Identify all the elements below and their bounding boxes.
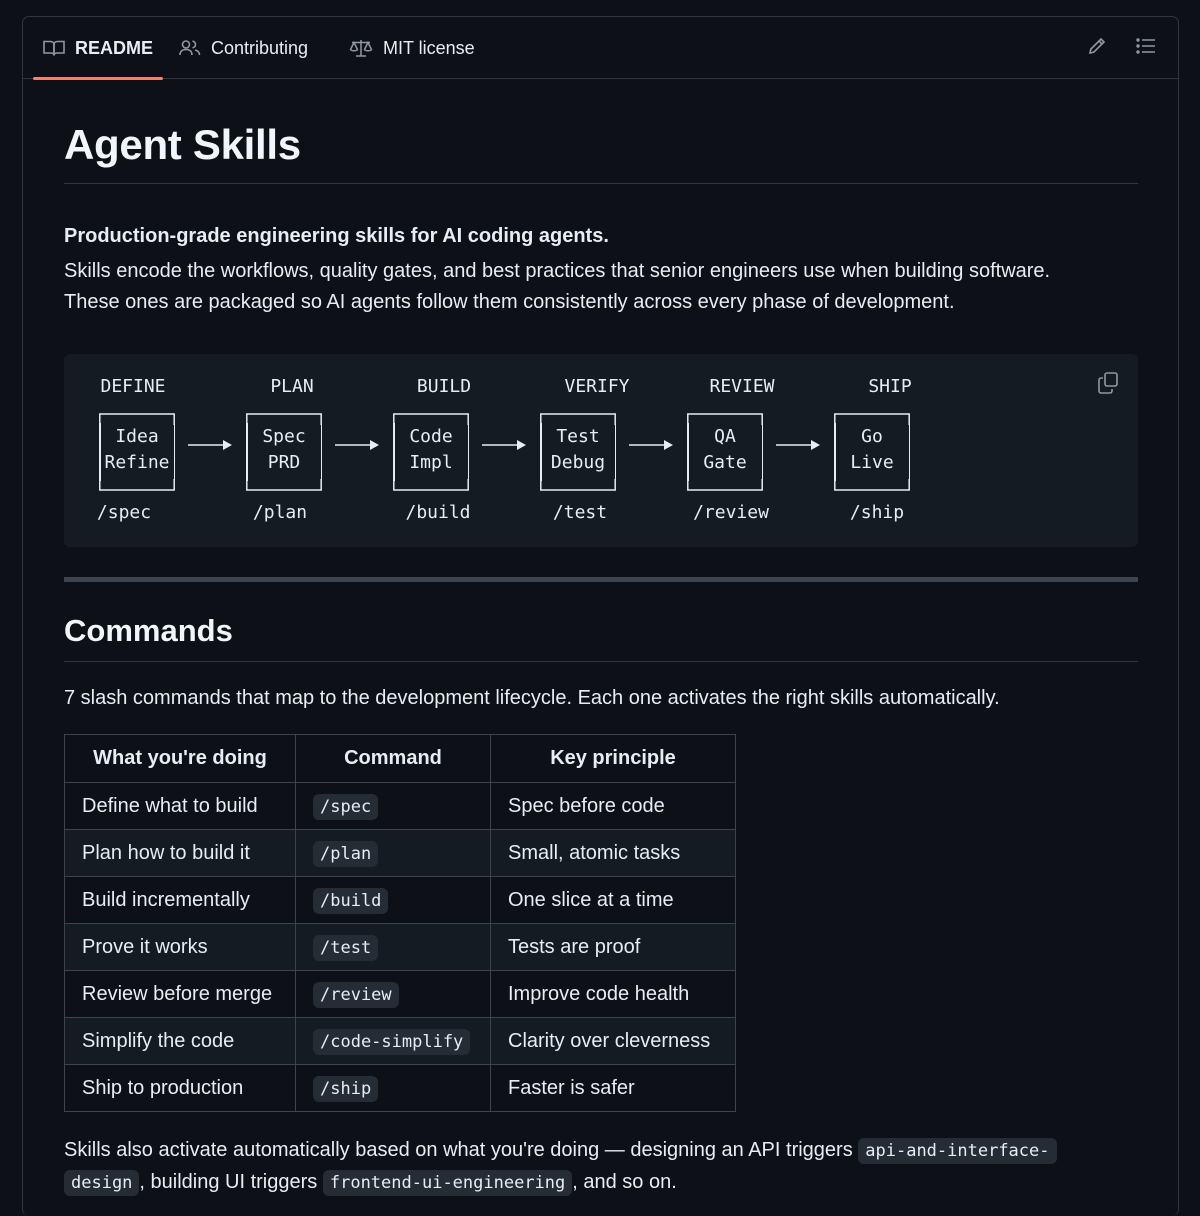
command-code: /code-simplify <box>313 1029 470 1055</box>
pipeline-arrow <box>776 438 822 456</box>
pipeline-box-line-1: Code <box>409 426 453 447</box>
pipeline-box-line-1: Spec <box>262 426 306 447</box>
pipeline-command-label: /plan <box>252 502 308 523</box>
principle-cell: Spec before code <box>491 783 736 830</box>
activity-cell: Ship to production <box>65 1065 296 1112</box>
command-code: /plan <box>313 841 378 867</box>
pipeline-box-line-1: Test <box>556 426 600 447</box>
principle-cell: Faster is safer <box>491 1065 736 1112</box>
copy-icon[interactable] <box>1098 372 1118 399</box>
pipeline-box-line-2: Debug <box>550 452 606 473</box>
pipeline-box-line-2: Gate <box>703 452 747 473</box>
pipeline-stage-label: REVIEW <box>709 376 775 397</box>
pipeline-arrow <box>629 438 675 456</box>
pipeline-stage-label: BUILD <box>416 376 472 397</box>
inline-code: design <box>64 1170 139 1196</box>
people-icon <box>179 39 201 57</box>
principle-cell: Tests are proof <box>491 924 736 971</box>
commands-heading: Commands <box>64 613 233 648</box>
activity-cell: Plan how to build it <box>65 830 296 877</box>
principle-cell: Improve code health <box>491 971 736 1018</box>
tab-readme[interactable] <box>43 17 153 79</box>
pencil-icon[interactable] <box>1087 36 1107 61</box>
pipeline-box-line-1: QA <box>714 426 736 447</box>
activity-cell: Simplify the code <box>65 1018 296 1065</box>
intro-line-1: Skills encode the workflows, quality gates, and best practices that senior engineers use when building software. <box>64 260 1051 282</box>
pipeline-box <box>99 413 175 491</box>
command-code: /test <box>313 935 378 961</box>
title-divider <box>64 183 1138 184</box>
pipeline-code-block <box>64 354 1138 547</box>
pipeline-box <box>540 413 616 491</box>
commands-intro: 7 slash commands that map to the development lifecycle. Each one activates the right skills automatically. <box>64 687 1000 709</box>
footer-text: , and so on. <box>572 1171 677 1193</box>
column-header-activity: What you're doing <box>65 735 296 783</box>
tab-label: Contributing <box>211 37 309 58</box>
table-row <box>65 783 736 830</box>
command-code: /ship <box>313 1076 378 1102</box>
pipeline-command-label: /test <box>552 502 608 523</box>
readme-panel <box>22 16 1179 1216</box>
table-row <box>65 877 736 924</box>
inline-code: api-and-interface- <box>858 1138 1056 1164</box>
pipeline-box-line-2: Live <box>850 452 894 473</box>
activity-cell: Prove it works <box>65 924 296 971</box>
table-row <box>65 924 736 971</box>
command-cell <box>296 783 491 830</box>
column-header-principle: Key principle <box>491 735 736 783</box>
footer-text: Skills also activate automatically based on what you're doing — designing an API triggers <box>64 1139 853 1161</box>
intro-paragraph <box>64 256 1050 318</box>
table-row <box>65 1065 736 1112</box>
pipeline-stage-label: VERIFY <box>564 376 630 397</box>
principle-cell: One slice at a time <box>491 877 736 924</box>
footer-text: , building UI triggers <box>139 1171 318 1193</box>
table-row <box>65 1018 736 1065</box>
tab-label: MIT license <box>383 37 475 58</box>
pipeline-command-label: /build <box>405 502 471 523</box>
command-cell <box>296 830 491 877</box>
pipeline-stage-label: PLAN <box>270 376 314 397</box>
command-cell <box>296 1065 491 1112</box>
table-header-row <box>65 735 736 783</box>
commands-heading-divider <box>64 661 1138 662</box>
table-row <box>65 971 736 1018</box>
command-cell <box>296 877 491 924</box>
law-scale-icon <box>349 39 373 57</box>
readme-tab-bar <box>23 17 1178 79</box>
pipeline-command-label: /review <box>693 502 769 523</box>
command-cell <box>296 924 491 971</box>
pipeline-arrow <box>482 438 528 456</box>
list-unordered-icon[interactable] <box>1136 36 1156 61</box>
pipeline-box <box>687 413 763 491</box>
command-code: /build <box>313 888 388 914</box>
commands-table <box>64 734 736 1112</box>
activity-cell: Build incrementally <box>65 877 296 924</box>
command-code: /spec <box>313 794 378 820</box>
table-row <box>65 830 736 877</box>
pipeline-box-line-1: Go <box>861 426 883 447</box>
tab-label: README <box>75 37 154 58</box>
pipeline-arrow <box>188 438 234 456</box>
pipeline-box-line-2: Refine <box>104 452 170 473</box>
book-icon <box>43 39 65 57</box>
pipeline-box <box>834 413 910 491</box>
pipeline-stage-label: DEFINE <box>100 376 166 397</box>
pipeline-command-label: /spec <box>96 502 152 523</box>
command-code: /review <box>313 982 399 1008</box>
activity-cell: Define what to build <box>65 783 296 830</box>
column-header-command: Command <box>296 735 491 783</box>
pipeline-command-label: /ship <box>849 502 905 523</box>
command-cell <box>296 1018 491 1065</box>
pipeline-box-line-2: PRD <box>267 452 301 473</box>
command-cell <box>296 971 491 1018</box>
tab-mit-license[interactable] <box>349 17 475 79</box>
pipeline-box <box>246 413 322 491</box>
intro-line-2: These ones are packaged so AI agents follow them consistently across every phase of development. <box>64 291 955 313</box>
activity-cell: Review before merge <box>65 971 296 1018</box>
pipeline-box-line-1: Idea <box>115 426 159 447</box>
pipeline-arrow <box>335 438 381 456</box>
footer-paragraph <box>64 1135 1057 1199</box>
pipeline-box-line-2: Impl <box>409 452 453 473</box>
pipeline-box <box>393 413 469 491</box>
tab-contributing[interactable] <box>179 17 308 79</box>
pipeline-stage-label: SHIP <box>868 376 912 397</box>
page-title: Agent Skills <box>64 121 301 168</box>
inline-code: frontend-ui-engineering <box>323 1170 572 1196</box>
lead-text: Production-grade engineering skills for AI coding agents. <box>64 225 609 247</box>
principle-cell: Small, atomic tasks <box>491 830 736 877</box>
principle-cell: Clarity over cleverness <box>491 1018 736 1065</box>
section-divider <box>64 577 1138 582</box>
